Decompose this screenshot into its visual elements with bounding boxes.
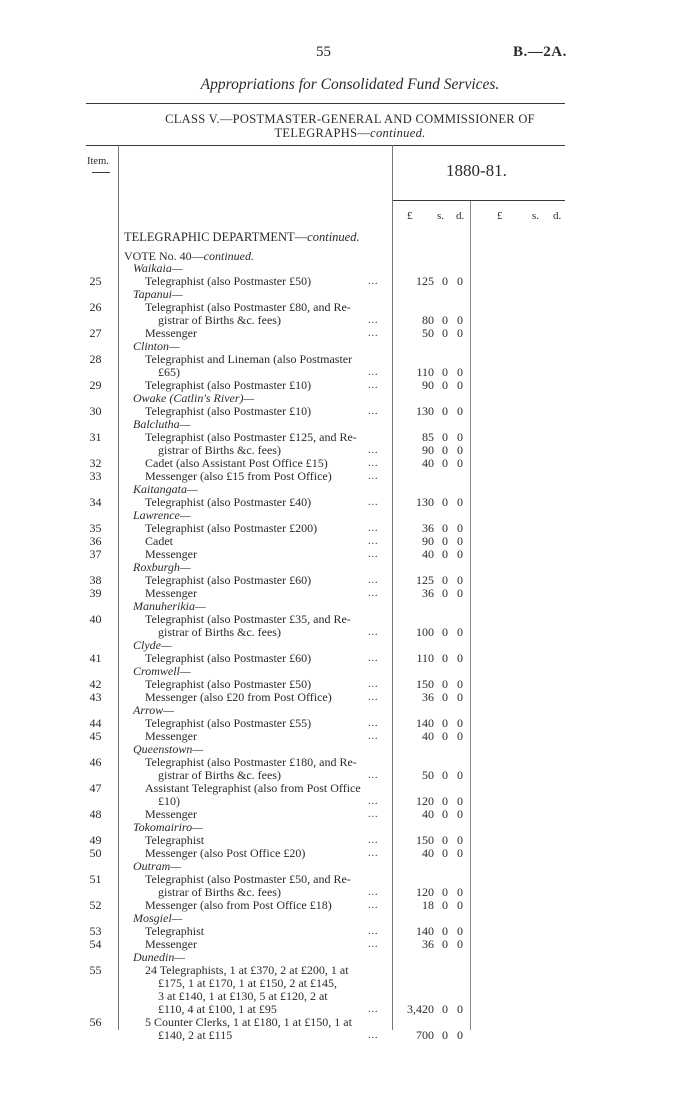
amount-shillings: 0 xyxy=(442,833,448,847)
amount-pounds: 3,420 xyxy=(407,1002,434,1016)
item-description: Telegraphist (also Postmaster £60) xyxy=(145,651,312,665)
amount-shillings: 0 xyxy=(442,547,448,561)
item-description: Telegraphist (also Postmaster £35, and Re- xyxy=(145,612,351,626)
item-number: 28 xyxy=(89,352,102,366)
item-description: Telegraphist (also Postmaster £180, and Re- xyxy=(145,755,357,769)
amount-pence: 0 xyxy=(457,833,463,847)
item-number: 36 xyxy=(89,534,102,548)
leader-dots: ... xyxy=(368,471,379,482)
table-row xyxy=(0,652,700,665)
table-row xyxy=(0,990,700,1003)
item-number: 51 xyxy=(89,872,102,886)
item-description: Telegraphist xyxy=(145,833,205,847)
amount-shillings: 0 xyxy=(442,794,448,808)
table-row xyxy=(0,873,700,886)
amount-pence: 0 xyxy=(457,326,463,340)
pence-column-header: d. xyxy=(456,210,465,222)
item-number: 38 xyxy=(89,573,102,587)
item-description: Telegraphist (also Postmaster £50, and Re- xyxy=(145,872,351,886)
amount-pence: 0 xyxy=(457,937,463,951)
leader-dots: ... xyxy=(368,523,379,534)
item-description: Telegraphist (also Postmaster £10) xyxy=(145,378,312,392)
shillings-column-header: s. xyxy=(437,210,445,222)
item-description: Assistant Telegraphist (also from Post Office xyxy=(145,781,361,795)
item-description: gistrar of Births &c. fees) xyxy=(158,443,281,457)
item-number: 42 xyxy=(89,677,102,691)
amount-pence: 0 xyxy=(457,573,463,587)
amount-shillings: 0 xyxy=(442,378,448,392)
table-row xyxy=(0,691,700,704)
item-description: Messenger (also £20 from Post Office) xyxy=(145,690,332,704)
item-description: £10) xyxy=(158,794,180,808)
class-heading-line1: CLASS V.—POSTMASTER-GENERAL AND COMMISSIONER OF xyxy=(165,112,535,126)
item-description: gistrar of Births &c. fees) xyxy=(158,625,281,639)
vote-heading-continued: continued. xyxy=(203,249,254,263)
item-number: 47 xyxy=(89,781,102,795)
amount-pounds: 125 xyxy=(416,274,434,288)
item-number: 41 xyxy=(89,651,102,665)
vote-heading-text: VOTE No. 40— xyxy=(124,249,204,263)
table-row xyxy=(0,470,700,483)
location-name: Clinton— xyxy=(133,339,180,353)
item-description: Messenger xyxy=(145,547,197,561)
department-heading-continued: continued. xyxy=(307,230,360,244)
amount-shillings: 0 xyxy=(442,430,448,444)
amount-shillings: 0 xyxy=(442,807,448,821)
location-subheading xyxy=(0,392,700,405)
leader-dots: ... xyxy=(368,900,379,911)
table-row xyxy=(0,1029,700,1042)
table-row xyxy=(0,535,700,548)
item-description: Telegraphist (also Postmaster £50) xyxy=(145,274,312,288)
item-number: 26 xyxy=(89,300,102,314)
item-number: 56 xyxy=(89,1015,102,1029)
amount-pounds: 140 xyxy=(416,716,434,730)
amount-pence: 0 xyxy=(457,313,463,327)
amount-shillings: 0 xyxy=(442,586,448,600)
item-description: Messenger xyxy=(145,326,197,340)
item-number: 46 xyxy=(89,755,102,769)
leader-dots: ... xyxy=(368,315,379,326)
item-description: 5 Counter Clerks, 1 at £180, 1 at £150, 1 at xyxy=(145,1015,352,1029)
item-number: 30 xyxy=(89,404,102,418)
amount-pence: 0 xyxy=(457,794,463,808)
table-row xyxy=(0,548,700,561)
amount-pounds: 90 xyxy=(422,534,434,548)
amount-pence: 0 xyxy=(457,1028,463,1042)
amount-pounds: 125 xyxy=(416,573,434,587)
location-name: Outram— xyxy=(133,859,182,873)
amount-pounds: 90 xyxy=(422,378,434,392)
amount-pence: 0 xyxy=(457,495,463,509)
leader-dots: ... xyxy=(368,731,379,742)
table-row xyxy=(0,496,700,509)
item-number: 50 xyxy=(89,846,102,860)
amount-shillings: 0 xyxy=(442,924,448,938)
pence-column-header-2: d. xyxy=(553,210,562,222)
item-description: £65) xyxy=(158,365,180,379)
location-name: Arrow— xyxy=(133,703,174,717)
amount-pounds: 18 xyxy=(422,898,434,912)
class-heading-line2 xyxy=(0,126,700,141)
amount-shillings: 0 xyxy=(442,937,448,951)
amount-pence: 0 xyxy=(457,586,463,600)
item-number: 33 xyxy=(89,469,102,483)
amount-pence: 0 xyxy=(457,1002,463,1016)
amount-shillings: 0 xyxy=(442,365,448,379)
amount-pence: 0 xyxy=(457,885,463,899)
item-description: Cadet xyxy=(145,534,173,548)
item-number: 54 xyxy=(89,937,102,951)
amount-pounds: 100 xyxy=(416,625,434,639)
table-row xyxy=(0,405,700,418)
leader-dots: ... xyxy=(368,1004,379,1015)
amount-pence: 0 xyxy=(457,716,463,730)
leader-dots: ... xyxy=(368,835,379,846)
location-name: Cromwell— xyxy=(133,664,191,678)
amount-pounds: 700 xyxy=(416,1028,434,1042)
table-row xyxy=(0,795,700,808)
class-heading-continued: continued. xyxy=(370,126,426,140)
item-description: Telegraphist (also Postmaster £10) xyxy=(145,404,312,418)
item-description: Messenger (also from Post Office £18) xyxy=(145,898,332,912)
location-name: Roxburgh— xyxy=(133,560,191,574)
page-title-text: Appropriations for Consolidated Fund Services. xyxy=(200,76,500,93)
item-description: Messenger xyxy=(145,586,197,600)
amount-pence: 0 xyxy=(457,690,463,704)
location-name: Lawrence— xyxy=(133,508,191,522)
page-number: 55 xyxy=(316,44,331,60)
amount-shillings: 0 xyxy=(442,443,448,457)
amount-pence: 0 xyxy=(457,729,463,743)
amount-pence: 0 xyxy=(457,625,463,639)
location-subheading xyxy=(0,821,700,834)
item-description: Telegraphist xyxy=(145,924,205,938)
amount-pounds: 110 xyxy=(416,651,434,665)
table-row xyxy=(0,834,700,847)
amount-pounds: 36 xyxy=(422,937,434,951)
location-subheading xyxy=(0,262,700,275)
table-top-rule xyxy=(86,145,565,146)
item-number: 40 xyxy=(89,612,102,626)
leader-dots: ... xyxy=(368,926,379,937)
item-description: gistrar of Births &c. fees) xyxy=(158,313,281,327)
table-row xyxy=(0,925,700,938)
amount-pounds: 40 xyxy=(422,729,434,743)
leader-dots: ... xyxy=(368,406,379,417)
table-row xyxy=(0,717,700,730)
item-description: £110, 4 at £100, 1 at £95 xyxy=(158,1002,277,1016)
amount-shillings: 0 xyxy=(442,729,448,743)
leader-dots: ... xyxy=(368,809,379,820)
amount-pounds: 50 xyxy=(422,326,434,340)
table-row xyxy=(0,730,700,743)
item-description: Telegraphist (also Postmaster £50) xyxy=(145,677,312,691)
amount-pence: 0 xyxy=(457,430,463,444)
amount-pounds: 150 xyxy=(416,833,434,847)
item-description: gistrar of Births &c. fees) xyxy=(158,885,281,899)
amount-pounds: 36 xyxy=(422,690,434,704)
leader-dots: ... xyxy=(368,497,379,508)
leader-dots: ... xyxy=(368,627,379,638)
location-name: Clyde— xyxy=(133,638,172,652)
item-number: 43 xyxy=(89,690,102,704)
location-name: Queenstown— xyxy=(133,742,203,756)
location-subheading xyxy=(0,912,700,925)
amount-pence: 0 xyxy=(457,547,463,561)
amount-pence: 0 xyxy=(457,924,463,938)
amount-pounds: 50 xyxy=(422,768,434,782)
table-row xyxy=(0,379,700,392)
amount-pounds: 40 xyxy=(422,807,434,821)
leader-dots: ... xyxy=(368,692,379,703)
table-row xyxy=(0,613,700,626)
item-description: Messenger xyxy=(145,807,197,821)
item-number: 25 xyxy=(89,274,102,288)
amount-pounds: 120 xyxy=(416,885,434,899)
amount-pence: 0 xyxy=(457,365,463,379)
leader-dots: ... xyxy=(368,718,379,729)
amount-pence: 0 xyxy=(457,404,463,418)
item-number: 52 xyxy=(89,898,102,912)
table-row xyxy=(0,366,700,379)
item-description: Telegraphist (also Postmaster £125, and Re- xyxy=(145,430,357,444)
item-number: 48 xyxy=(89,807,102,821)
item-number: 53 xyxy=(89,924,102,938)
table-row xyxy=(0,678,700,691)
item-description: Messenger (also Post Office £20) xyxy=(145,846,306,860)
location-name: Owake (Catlin's River)— xyxy=(133,391,255,405)
table-row xyxy=(0,977,700,990)
item-number: 27 xyxy=(89,326,102,340)
amount-shillings: 0 xyxy=(442,846,448,860)
location-subheading xyxy=(0,561,700,574)
item-number: 32 xyxy=(89,456,102,470)
location-name: Waikaia— xyxy=(133,261,183,275)
amount-shillings: 0 xyxy=(442,521,448,535)
amount-shillings: 0 xyxy=(442,573,448,587)
leader-dots: ... xyxy=(368,848,379,859)
amount-pounds: 85 xyxy=(422,430,434,444)
location-name: Kaitangata— xyxy=(133,482,198,496)
department-heading xyxy=(124,230,360,245)
amount-pounds: 36 xyxy=(422,586,434,600)
item-description: Telegraphist (also Postmaster £60) xyxy=(145,573,312,587)
item-number: 49 xyxy=(89,833,102,847)
pound-column-header: £ xyxy=(407,210,413,222)
location-subheading xyxy=(0,483,700,496)
leader-dots: ... xyxy=(368,588,379,599)
amount-pounds: 130 xyxy=(416,404,434,418)
table-row xyxy=(0,275,700,288)
amount-shillings: 0 xyxy=(442,898,448,912)
amount-pence: 0 xyxy=(457,443,463,457)
item-number: 34 xyxy=(89,495,102,509)
amount-pounds: 80 xyxy=(422,313,434,327)
amount-pounds: 40 xyxy=(422,846,434,860)
item-description: £140, 2 at £115 xyxy=(158,1028,233,1042)
item-description: Messenger xyxy=(145,729,197,743)
item-column-header: Item. xyxy=(87,156,109,167)
table-row xyxy=(0,808,700,821)
document-reference: B.—2A. xyxy=(513,44,567,60)
table-row xyxy=(0,353,700,366)
amount-pounds: 90 xyxy=(422,443,434,457)
item-number: 55 xyxy=(89,963,102,977)
item-description: £175, 1 at £170, 1 at £150, 2 at £145, xyxy=(158,976,337,990)
item-description: Messenger (also £15 from Post Office) xyxy=(145,469,332,483)
table-row xyxy=(0,886,700,899)
table-row xyxy=(0,457,700,470)
amount-pence: 0 xyxy=(457,534,463,548)
location-name: Balclutha— xyxy=(133,417,191,431)
leader-dots: ... xyxy=(368,445,379,456)
item-description: Telegraphist (also Postmaster £55) xyxy=(145,716,312,730)
amount-pounds: 120 xyxy=(416,794,434,808)
table-row xyxy=(0,587,700,600)
department-heading-text: TELEGRAPHIC DEPARTMENT— xyxy=(124,230,308,244)
item-number: 35 xyxy=(89,521,102,535)
table-row xyxy=(0,756,700,769)
table-row xyxy=(0,431,700,444)
item-number: 45 xyxy=(89,729,102,743)
amount-pounds: 110 xyxy=(416,365,434,379)
amount-pounds: 40 xyxy=(422,547,434,561)
amount-shillings: 0 xyxy=(442,534,448,548)
leader-dots: ... xyxy=(368,653,379,664)
location-name: Manuherikia— xyxy=(133,599,206,613)
amount-pence: 0 xyxy=(457,677,463,691)
amount-pence: 0 xyxy=(457,651,463,665)
location-subheading xyxy=(0,951,700,964)
item-description: 3 at £140, 1 at £130, 5 at £120, 2 at xyxy=(158,989,328,1003)
leader-dots: ... xyxy=(368,458,379,469)
leader-dots: ... xyxy=(368,367,379,378)
item-number: 29 xyxy=(89,378,102,392)
leader-dots: ... xyxy=(368,276,379,287)
amount-shillings: 0 xyxy=(442,768,448,782)
table-row xyxy=(0,327,700,340)
leader-dots: ... xyxy=(368,770,379,781)
class-heading-text: TELEGRAPHS— xyxy=(274,126,371,140)
table-row xyxy=(0,301,700,314)
amount-shillings: 0 xyxy=(442,690,448,704)
year-header-rule xyxy=(393,200,565,201)
amount-pence: 0 xyxy=(457,521,463,535)
leader-dots: ... xyxy=(368,939,379,950)
item-description: Telegraphist (also Postmaster £40) xyxy=(145,495,312,509)
leader-dots: ... xyxy=(368,679,379,690)
table-row xyxy=(0,899,700,912)
amount-shillings: 0 xyxy=(442,313,448,327)
item-header-underline xyxy=(92,172,110,173)
leader-dots: ... xyxy=(368,536,379,547)
amount-shillings: 0 xyxy=(442,625,448,639)
item-number: 31 xyxy=(89,430,102,444)
location-subheading xyxy=(0,665,700,678)
item-description: gistrar of Births &c. fees) xyxy=(158,768,281,782)
amount-shillings: 0 xyxy=(442,495,448,509)
amount-pounds: 36 xyxy=(422,521,434,535)
amount-pence: 0 xyxy=(457,378,463,392)
amount-shillings: 0 xyxy=(442,1028,448,1042)
table-row xyxy=(0,522,700,535)
item-description: Cadet (also Assistant Post Office £15) xyxy=(145,456,328,470)
table-row xyxy=(0,964,700,977)
item-number: 37 xyxy=(89,547,102,561)
year-header: 1880-81. xyxy=(446,161,507,180)
table-row xyxy=(0,314,700,327)
amount-pence: 0 xyxy=(457,846,463,860)
amount-shillings: 0 xyxy=(442,885,448,899)
leader-dots: ... xyxy=(368,1030,379,1041)
leader-dots: ... xyxy=(368,887,379,898)
amount-pence: 0 xyxy=(457,768,463,782)
amount-shillings: 0 xyxy=(442,1002,448,1016)
location-name: Dunedin— xyxy=(133,950,185,964)
amount-pence: 0 xyxy=(457,456,463,470)
leader-dots: ... xyxy=(368,328,379,339)
amount-shillings: 0 xyxy=(442,651,448,665)
table-row xyxy=(0,1016,700,1029)
amount-shillings: 0 xyxy=(442,326,448,340)
leader-dots: ... xyxy=(368,796,379,807)
table-row xyxy=(0,444,700,457)
item-description: Telegraphist and Lineman (also Postmaster xyxy=(145,352,353,366)
amount-pounds: 150 xyxy=(416,677,434,691)
amount-pence: 0 xyxy=(457,898,463,912)
table-row xyxy=(0,847,700,860)
amount-pounds: 130 xyxy=(416,495,434,509)
item-number: 44 xyxy=(89,716,102,730)
item-description: Messenger xyxy=(145,937,197,951)
shillings-column-header-2: s. xyxy=(532,210,540,222)
location-subheading xyxy=(0,639,700,652)
amount-shillings: 0 xyxy=(442,274,448,288)
leader-dots: ... xyxy=(368,380,379,391)
title-rule xyxy=(86,103,565,104)
location-name: Tokomairiro— xyxy=(133,820,203,834)
location-subheading xyxy=(0,704,700,717)
location-name: Mosgiel— xyxy=(133,911,183,925)
amount-shillings: 0 xyxy=(442,677,448,691)
item-description: Telegraphist (also Postmaster £80, and Re- xyxy=(145,300,351,314)
item-description: 24 Telegraphists, 1 at £370, 2 at £200, 1 at xyxy=(145,963,349,977)
amount-shillings: 0 xyxy=(442,456,448,470)
leader-dots: ... xyxy=(368,549,379,560)
amount-shillings: 0 xyxy=(442,716,448,730)
pound-column-header-2: £ xyxy=(497,210,503,222)
table-row xyxy=(0,626,700,639)
amount-pence: 0 xyxy=(457,807,463,821)
item-number: 39 xyxy=(89,586,102,600)
leader-dots: ... xyxy=(368,575,379,586)
item-description: Telegraphist (also Postmaster £200) xyxy=(145,521,318,535)
table-row xyxy=(0,782,700,795)
location-subheading xyxy=(0,509,700,522)
table-row xyxy=(0,938,700,951)
page-title xyxy=(0,76,700,94)
table-row xyxy=(0,574,700,587)
amount-pounds: 140 xyxy=(416,924,434,938)
location-name: Tapanui— xyxy=(133,287,183,301)
amount-pence: 0 xyxy=(457,274,463,288)
amount-shillings: 0 xyxy=(442,404,448,418)
amount-pounds: 40 xyxy=(422,456,434,470)
